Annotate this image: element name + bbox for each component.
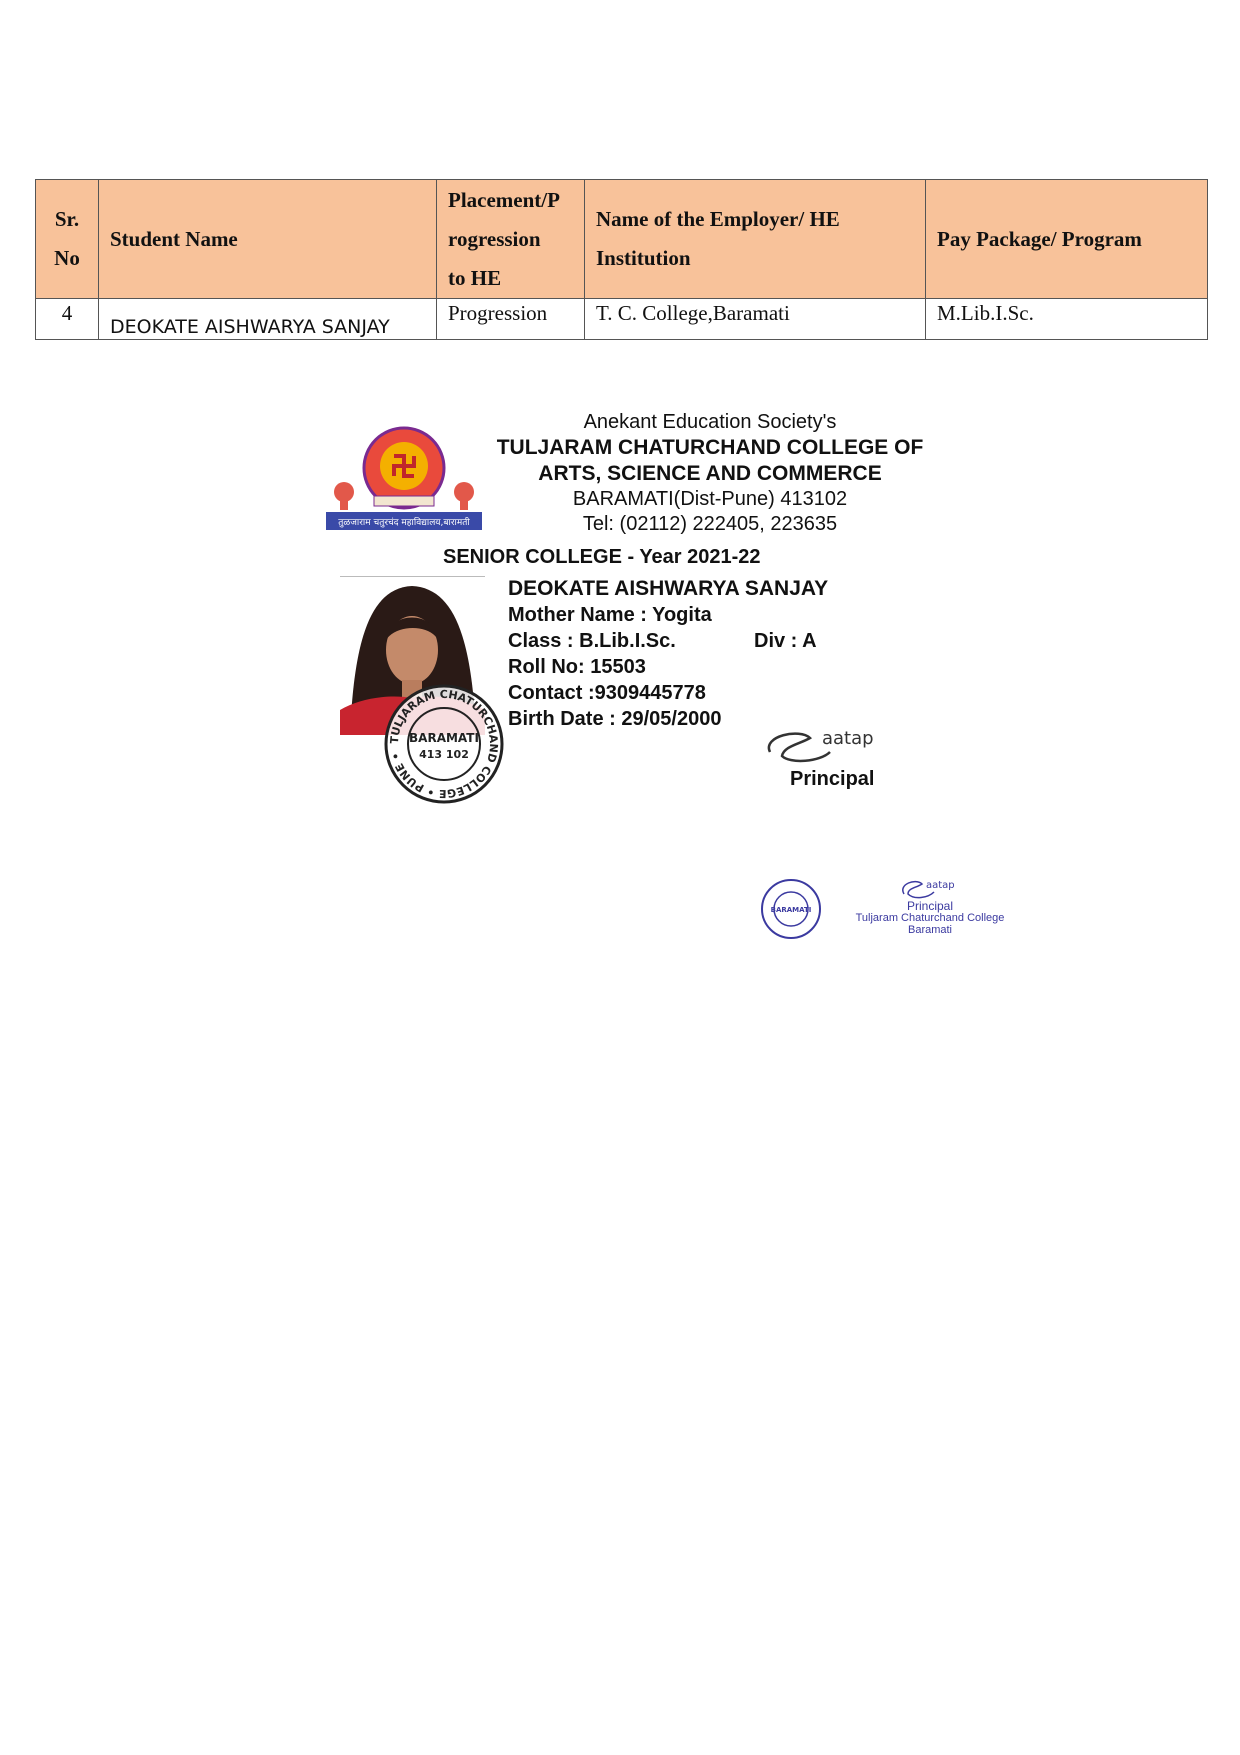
- footer-principal-block: [855, 900, 1005, 936]
- society-name: Anekant Education Society's: [583, 411, 837, 433]
- card-header: [480, 410, 940, 537]
- seal-text: BARAMATI: [770, 906, 812, 914]
- cell-placement: Progression: [437, 299, 585, 340]
- college-stamp-icon: [382, 682, 506, 806]
- footer-city: Baramati: [907, 924, 953, 936]
- header-pay-package: Pay Package/ Program: [926, 180, 1208, 299]
- senior-college-year: SENIOR COLLEGE - Year 2021-22: [443, 546, 761, 568]
- footer-college: Tuljaram Chaturchand College: [855, 912, 1005, 924]
- signature-text: aatap: [822, 728, 874, 749]
- header-placement-line2: rogression: [448, 226, 541, 251]
- header-sr-line1: Sr.: [54, 207, 80, 231]
- class-value: Class : B.Lib.I.Sc.: [508, 630, 676, 652]
- svg-text:BARAMATI: BARAMATI: [409, 731, 479, 745]
- header-placement-line3: to HE: [448, 265, 502, 290]
- cell-package: M.Lib.I.Sc.: [926, 299, 1208, 340]
- college-telephone: Tel: (02112) 222405, 223635: [582, 513, 838, 535]
- contact-number: Contact :9309445778: [508, 682, 706, 704]
- college-name-line2: ARTS, SCIENCE AND COMMERCE: [538, 462, 882, 485]
- header-employer: [585, 180, 926, 299]
- cell-employer: T. C. College,Baramati: [585, 299, 926, 340]
- svg-text:TULJARAM CHATURCHAND COLLEGE •: TULJARAM CHATURCHAND COLLEGE • PUNE •: [387, 687, 501, 801]
- photo-divider: [340, 576, 485, 577]
- footer-principal: Principal: [906, 899, 954, 913]
- card-principal-label: Principal: [790, 768, 875, 790]
- mother-name: Mother Name : Yogita: [508, 604, 712, 626]
- birth-date: Birth Date : 29/05/2000: [508, 708, 722, 730]
- header-sr-line2: No: [54, 246, 80, 270]
- class-row: [508, 628, 828, 654]
- table-row: [36, 299, 1208, 340]
- header-employer-line1: Name of the Employer/ HE: [596, 207, 840, 231]
- header-placement: [437, 180, 585, 299]
- table-header-row: [36, 180, 1208, 299]
- principal-signature-icon: [760, 722, 910, 768]
- header-student-name: Student Name: [99, 180, 437, 299]
- college-logo-icon: [326, 422, 482, 532]
- header-placement-line1: Placement/P: [448, 187, 560, 212]
- college-address: BARAMATI(Dist-Pune) 413102: [572, 488, 848, 510]
- cell-student-name: DEOKATE AISHWARYA SANJAY: [99, 299, 437, 340]
- card-student-name: DEOKATE AISHWARYA SANJAY: [508, 577, 829, 600]
- student-id-card: [320, 400, 940, 820]
- progression-table: [35, 179, 1208, 340]
- roll-number: Roll No: 15503: [508, 656, 646, 678]
- college-name-line1: TULJARAM CHATURCHAND COLLEGE OF: [496, 436, 924, 459]
- college-seal-icon: [760, 878, 822, 940]
- logo-banner-text: तुळजाराम चतुरचंद महाविद्यालय,बारामती: [338, 518, 470, 528]
- cell-sr: 4: [36, 299, 99, 340]
- svg-text:aatap: aatap: [926, 880, 955, 891]
- svg-text:413 102: 413 102: [419, 748, 469, 761]
- division-value: Div : A: [754, 630, 817, 652]
- header-employer-line2: Institution: [596, 246, 691, 270]
- header-sr-no: [36, 180, 99, 299]
- student-details: [508, 576, 828, 732]
